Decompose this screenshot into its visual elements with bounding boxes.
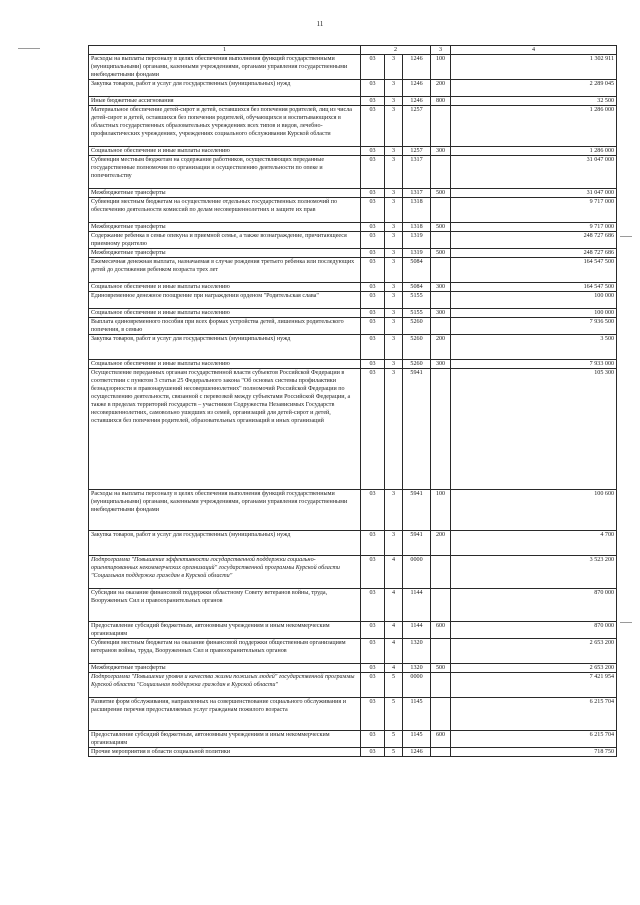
table-row (89, 531, 617, 556)
row-code: 1320 (403, 639, 431, 664)
row-pp: 3 (385, 198, 403, 223)
row-sum: 9 717 000 (451, 198, 617, 223)
row-vr: 100 (431, 55, 451, 80)
row-vr: 500 (431, 249, 451, 258)
row-gp: 03 (361, 531, 385, 556)
table-row (89, 258, 617, 283)
row-name: Расходы на выплаты персоналу в целях обеспечения выполнения функций государственными (муниципальными) органами, казенными учреждениями, органами управления государственными внебюджетными фондами (89, 490, 361, 531)
row-code: 1320 (403, 664, 431, 673)
row-gp: 03 (361, 639, 385, 664)
row-gp: 03 (361, 147, 385, 156)
row-code: 1318 (403, 223, 431, 232)
table-row (89, 664, 617, 673)
row-vr (431, 258, 451, 283)
table-row (89, 223, 617, 232)
table-row (89, 106, 617, 147)
row-gp: 03 (361, 490, 385, 531)
row-code: 1319 (403, 249, 431, 258)
row-sum: 3 500 (451, 335, 617, 360)
table-row (89, 639, 617, 664)
row-pp: 3 (385, 309, 403, 318)
row-pp: 3 (385, 292, 403, 309)
row-vr (431, 318, 451, 335)
row-pp: 3 (385, 258, 403, 283)
row-name: Развитие форм обслуживания, направленных на совершенствование социального обслуживания и расширение перечня предоставляемых услуг гражданам пожилого возраста (89, 698, 361, 731)
row-pp: 3 (385, 147, 403, 156)
row-code: 1246 (403, 748, 431, 757)
table-row (89, 309, 617, 318)
row-sum: 2 653 200 (451, 639, 617, 664)
row-vr: 500 (431, 664, 451, 673)
row-pp: 3 (385, 189, 403, 198)
row-code: 5155 (403, 292, 431, 309)
row-gp: 03 (361, 156, 385, 189)
row-pp: 3 (385, 318, 403, 335)
table-row (89, 589, 617, 622)
row-gp: 03 (361, 198, 385, 223)
row-name: Предоставление субсидий бюджетным, автономным учреждениям и иным некоммерческим организациям (89, 731, 361, 748)
row-sum: 718 750 (451, 748, 617, 757)
row-sum: 1 302 911 (451, 55, 617, 80)
row-pp: 3 (385, 490, 403, 531)
row-vr: 600 (431, 731, 451, 748)
row-pp: 5 (385, 748, 403, 757)
row-code: 5941 (403, 531, 431, 556)
row-name: Осуществление переданных органам государственной власти субъектов Российской Федерации в соответствии с пунктом 3 статьи 25 Федерального закона "Об основах системы профилактики безнадзорности и правонарушений несовершеннолетних" полномочий Российской Федерации по осуществлению деятельности, связанной с перевозкой между субъектами Российской Федерации, а также в пределах территорий государств – участников Содружества Независимых Государств несовершеннолетних, самовольно ушедших из семей, организаций для детей-сирот и детей, оставшихся без попечения родителей, образовательных организаций и иных организаций (89, 369, 361, 490)
row-name: Социальное обеспечение и иные выплаты населению (89, 147, 361, 156)
row-code: 1246 (403, 80, 431, 97)
row-pp: 3 (385, 335, 403, 360)
row-name: Субвенции местным бюджетам на оказание финансовой поддержки общественным организациям ветеранов войны, труда, Вооруженных Сил и правоохранительных органов (89, 639, 361, 664)
row-name: Межбюджетные трансферты (89, 664, 361, 673)
row-sum: 100 000 (451, 309, 617, 318)
row-pp: 3 (385, 156, 403, 189)
table-row (89, 189, 617, 198)
column-header: 1 (89, 46, 361, 55)
row-code: 1317 (403, 189, 431, 198)
row-code: 1257 (403, 106, 431, 147)
row-code: 1144 (403, 622, 431, 639)
row-pp: 3 (385, 106, 403, 147)
table-row (89, 292, 617, 309)
row-pp: 4 (385, 664, 403, 673)
row-gp: 03 (361, 335, 385, 360)
row-sum: 248 727 686 (451, 249, 617, 258)
table-row (89, 622, 617, 639)
row-gp: 03 (361, 55, 385, 80)
row-code: 1246 (403, 97, 431, 106)
row-name: Субвенции местным бюджетам на осуществление отдельных государственных полномочий по обеспечению деятельности комиссий по делам несовершеннолетних и защите их прав (89, 198, 361, 223)
row-gp: 03 (361, 731, 385, 748)
table-row (89, 249, 617, 258)
row-pp: 5 (385, 673, 403, 698)
row-gp: 03 (361, 589, 385, 622)
row-name: Подпрограмма "Повышение уровня и качества жизни пожилых людей" государственной программы Курской области "Социальная поддержка граждан в Курской области" (89, 673, 361, 698)
row-pp: 3 (385, 80, 403, 97)
row-code: 1145 (403, 731, 431, 748)
row-pp: 3 (385, 283, 403, 292)
row-pp: 3 (385, 360, 403, 369)
row-sum: 32 500 (451, 97, 617, 106)
row-pp: 3 (385, 97, 403, 106)
row-name: Материальное обеспечение детей-сирот и детей, оставшихся без попечения родителей, лиц из числа детей-сирот и детей, оставшихся без попечения родителей, обучающихся и воспитывающихся в областных государственных образовательных учреждениях всех типов и видов, лечебно-профилактических учреждениях, учреждениях социального обслуживания Курской области (89, 106, 361, 147)
row-sum: 870 000 (451, 622, 617, 639)
table-row (89, 232, 617, 249)
row-code: 1257 (403, 147, 431, 156)
table-row (89, 673, 617, 698)
scan-artifact (620, 622, 632, 623)
row-code: 1317 (403, 156, 431, 189)
row-name: Межбюджетные трансферты (89, 249, 361, 258)
row-code: 1144 (403, 589, 431, 622)
row-sum: 164 547 500 (451, 283, 617, 292)
row-vr (431, 698, 451, 731)
row-vr: 200 (431, 335, 451, 360)
row-pp: 3 (385, 232, 403, 249)
table-row (89, 556, 617, 589)
row-pp: 3 (385, 223, 403, 232)
row-name: Иные бюджетные ассигнования (89, 97, 361, 106)
row-gp: 03 (361, 622, 385, 639)
row-gp: 03 (361, 309, 385, 318)
table-row (89, 731, 617, 748)
row-gp: 03 (361, 106, 385, 147)
scan-artifact (620, 236, 632, 237)
table-row (89, 318, 617, 335)
row-code: 5260 (403, 318, 431, 335)
row-sum: 7 933 000 (451, 360, 617, 369)
row-sum: 6 215 704 (451, 731, 617, 748)
row-code: 0000 (403, 556, 431, 589)
row-vr: 800 (431, 97, 451, 106)
column-header: 4 (451, 46, 617, 55)
scan-artifact (18, 48, 40, 49)
row-vr: 300 (431, 309, 451, 318)
table-row (89, 748, 617, 757)
row-name: Прочие мероприятия в области социальной политики (89, 748, 361, 757)
row-code: 1319 (403, 232, 431, 249)
row-vr (431, 556, 451, 589)
row-code: 5941 (403, 369, 431, 490)
row-gp: 03 (361, 80, 385, 97)
row-vr (431, 673, 451, 698)
budget-table (88, 45, 617, 757)
row-vr (431, 589, 451, 622)
row-sum: 870 000 (451, 589, 617, 622)
row-gp: 03 (361, 664, 385, 673)
column-header: 2 (361, 46, 431, 55)
row-vr (431, 369, 451, 490)
row-pp: 5 (385, 731, 403, 748)
table-row (89, 369, 617, 490)
row-gp: 03 (361, 292, 385, 309)
row-pp: 5 (385, 698, 403, 731)
row-vr (431, 748, 451, 757)
row-code: 5260 (403, 335, 431, 360)
row-gp: 03 (361, 258, 385, 283)
row-gp: 03 (361, 283, 385, 292)
table-row (89, 360, 617, 369)
row-code: 0000 (403, 673, 431, 698)
row-gp: 03 (361, 360, 385, 369)
row-vr: 100 (431, 490, 451, 531)
row-pp: 3 (385, 249, 403, 258)
row-code: 5260 (403, 360, 431, 369)
table-row (89, 97, 617, 106)
table-row (89, 335, 617, 360)
table-row (89, 55, 617, 80)
row-pp: 4 (385, 589, 403, 622)
row-vr: 300 (431, 283, 451, 292)
row-name: Межбюджетные трансферты (89, 189, 361, 198)
row-gp: 03 (361, 232, 385, 249)
row-code: 1318 (403, 198, 431, 223)
row-name: Субсидии на оказание финансовой поддержки областному Совету ветеранов войны, труда, Вооруженных Сил и правоохранительных органов (89, 589, 361, 622)
row-sum: 9 717 000 (451, 223, 617, 232)
row-sum: 164 547 500 (451, 258, 617, 283)
row-sum: 2 289 045 (451, 80, 617, 97)
row-pp: 3 (385, 369, 403, 490)
row-code: 5941 (403, 490, 431, 531)
row-vr: 500 (431, 189, 451, 198)
row-sum: 7 421 954 (451, 673, 617, 698)
row-name: Содержание ребенка в семье опекуна и приемной семье, а также вознаграждение, причитающееся приемному родителю (89, 232, 361, 249)
row-pp: 4 (385, 639, 403, 664)
row-gp: 03 (361, 249, 385, 258)
row-gp: 03 (361, 673, 385, 698)
column-header: 3 (431, 46, 451, 55)
row-vr (431, 156, 451, 189)
row-code: 5155 (403, 309, 431, 318)
page-number: 11 (316, 20, 324, 28)
row-sum: 1 286 000 (451, 147, 617, 156)
row-sum: 100 600 (451, 490, 617, 531)
row-code: 1246 (403, 55, 431, 80)
table-row (89, 198, 617, 223)
row-name: Социальное обеспечение и иные выплаты населению (89, 360, 361, 369)
row-name: Социальное обеспечение и иные выплаты населению (89, 309, 361, 318)
row-pp: 4 (385, 622, 403, 639)
row-sum: 3 523 200 (451, 556, 617, 589)
row-gp: 03 (361, 369, 385, 490)
row-vr (431, 106, 451, 147)
row-gp: 03 (361, 698, 385, 731)
row-name: Предоставление субсидий бюджетным, автономным учреждениям и иным некоммерческим организациям (89, 622, 361, 639)
row-name: Подпрограмма "Повышение эффективности государственной поддержки социально-ориентированных некоммерческих организаций" государственной программы Курской области "Социальная поддержка граждан в Курской области" (89, 556, 361, 589)
row-vr: 300 (431, 360, 451, 369)
row-pp: 3 (385, 55, 403, 80)
row-sum: 4 700 (451, 531, 617, 556)
row-name: Выплата единовременного пособия при всех формах устройства детей, лишенных родительского попечения, в семью (89, 318, 361, 335)
row-sum: 31 047 000 (451, 156, 617, 189)
row-gp: 03 (361, 556, 385, 589)
row-pp: 4 (385, 556, 403, 589)
table-row (89, 147, 617, 156)
row-name: Субвенция местным бюджетам на содержание работников, осуществляющих переданные государственные полномочия по организации и осуществлению деятельности по опеке и попечительству (89, 156, 361, 189)
row-pp: 3 (385, 531, 403, 556)
row-name: Единовременное денежное поощрение при награждении орденом "Родительская слава" (89, 292, 361, 309)
row-gp: 03 (361, 318, 385, 335)
row-name: Ежемесячная денежная выплата, назначаемая в случае рождения третьего ребенка или последующих детей до достижения ребенком возраста трех лет (89, 258, 361, 283)
row-vr (431, 292, 451, 309)
row-name: Закупка товаров, работ и услуг для государственных (муниципальных) нужд (89, 531, 361, 556)
row-gp: 03 (361, 97, 385, 106)
row-sum: 31 047 000 (451, 189, 617, 198)
row-code: 1145 (403, 698, 431, 731)
row-sum: 7 936 500 (451, 318, 617, 335)
row-sum: 105 300 (451, 369, 617, 490)
row-name: Межбюджетные трансферты (89, 223, 361, 232)
table-row (89, 698, 617, 731)
row-name: Расходы на выплаты персоналу в целях обеспечения выполнения функций государственными (муниципальными) органами, казенными учреждениями, органами управления государственными внебюджетными фондами (89, 55, 361, 80)
row-name: Социальное обеспечение и иные выплаты населению (89, 283, 361, 292)
row-gp: 03 (361, 189, 385, 198)
row-code: 5084 (403, 258, 431, 283)
column-header-row (89, 46, 617, 55)
table-row (89, 283, 617, 292)
row-code: 5084 (403, 283, 431, 292)
row-gp: 03 (361, 223, 385, 232)
row-vr: 200 (431, 531, 451, 556)
table-row (89, 80, 617, 97)
row-vr: 600 (431, 622, 451, 639)
table-row (89, 490, 617, 531)
table-row (89, 156, 617, 189)
row-vr (431, 232, 451, 249)
row-gp: 03 (361, 748, 385, 757)
row-vr: 200 (431, 80, 451, 97)
row-vr: 300 (431, 147, 451, 156)
row-sum: 1 286 000 (451, 106, 617, 147)
row-sum: 100 000 (451, 292, 617, 309)
row-sum: 2 653 200 (451, 664, 617, 673)
row-sum: 6 215 704 (451, 698, 617, 731)
row-vr: 500 (431, 223, 451, 232)
row-sum: 248 727 686 (451, 232, 617, 249)
row-vr (431, 639, 451, 664)
row-name: Закупка товаров, работ и услуг для государственных (муниципальных) нужд (89, 80, 361, 97)
row-name: Закупка товаров, работ и услуг для государственных (муниципальных) нужд (89, 335, 361, 360)
row-vr (431, 198, 451, 223)
